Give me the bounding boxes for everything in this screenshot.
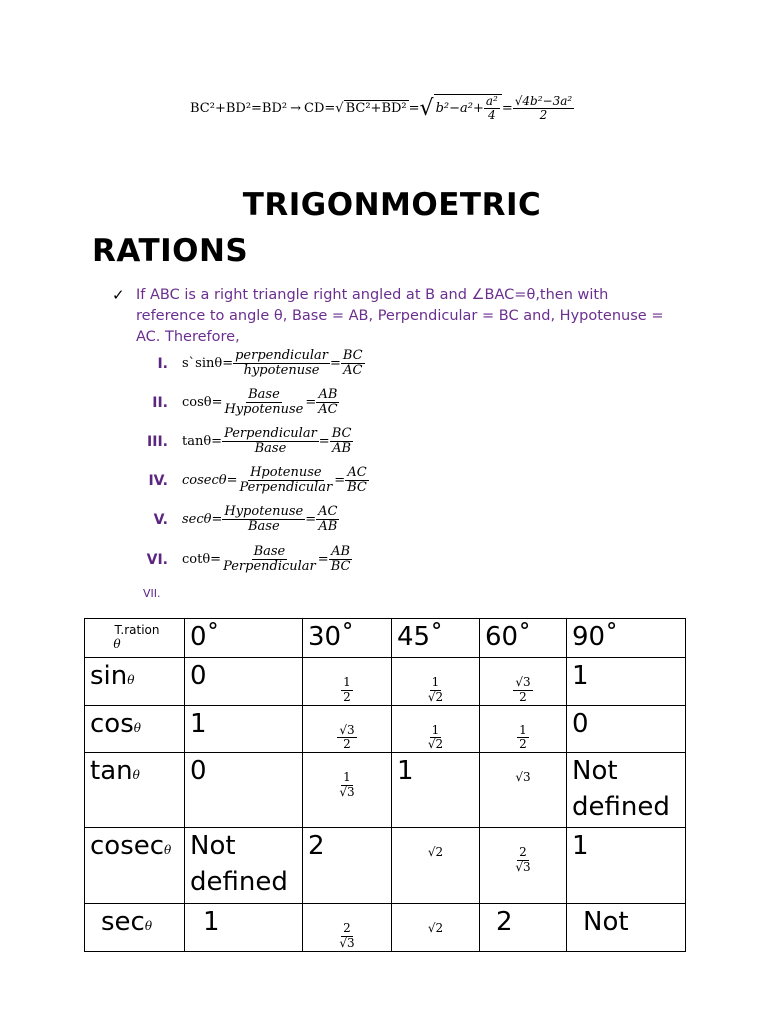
ratio-f1-num: perpendicular: [235, 348, 328, 363]
row-label: [85, 904, 185, 952]
arrow-symbol: →: [290, 100, 302, 116]
ratio-number-vii: VII.: [143, 587, 161, 600]
theta-sub: θ: [127, 673, 135, 687]
ratio-number: IV.: [148, 472, 168, 489]
cell-value: √2: [427, 921, 444, 936]
ratio-item: III. tanθ= $\frac{\text{Perpendicular}}{\text{Base}}$ = $\frac{BC}{AB}$: [130, 427, 353, 457]
ratio-f2-den: AB: [318, 519, 338, 535]
cell-value: √2: [427, 845, 444, 860]
table-cell: [480, 753, 567, 828]
ratio-f1-num: Hpotenuse: [250, 465, 322, 480]
table-cell: $\frac{1}{2}$: [480, 705, 567, 753]
cell-value: √3: [515, 770, 531, 785]
row-label: [85, 828, 185, 904]
row-label-text: cos: [90, 708, 134, 739]
header-cell: 30˚: [303, 619, 392, 658]
ratio-f2-num: AC: [347, 465, 367, 480]
ratio-f1-den: hypotenuse: [243, 363, 320, 379]
table-cell: 1: [567, 658, 686, 706]
table-cell: 0: [185, 658, 303, 706]
row-label-text: cosec: [90, 831, 165, 862]
table-cell: $\frac{1}{√2}$: [392, 658, 480, 706]
ratio-f1-den: Perpendicular: [239, 480, 333, 496]
ratio-f2-den: AC: [318, 402, 338, 418]
table-cell: $\frac{2}{√3}$: [303, 904, 392, 952]
header-cell: 0˚: [185, 619, 303, 658]
formula-root2-a: b²−a²+: [435, 101, 484, 117]
ratio-f2-den: BC: [330, 559, 351, 575]
table-cell: 0: [567, 705, 686, 753]
theta-sub: θ: [132, 768, 140, 783]
theta-sub: θ: [133, 720, 141, 735]
ratio-f2-den: AB: [332, 441, 352, 457]
ratio-item: II. cosθ= $\frac{\text{Base}}{\text{Hypotenuse}}$ = $\frac{AB}{AC}$: [130, 388, 340, 418]
formula-final-den: 2: [539, 107, 548, 122]
ratio-f2-num: AB: [331, 544, 351, 559]
theta-sub: θ: [144, 919, 153, 934]
table-row: [85, 705, 686, 753]
ratio-item: VI. cotθ= $\frac{\text{Base}}{\text{Perpendicular}}$ = $\frac{AB}{BC}$: [130, 545, 352, 575]
formula-root1: BC²+BD²: [345, 101, 407, 117]
ratio-lhs: cosθ=: [182, 395, 223, 411]
row-label: [85, 753, 185, 828]
table-cell: [392, 904, 480, 952]
sqrt-symbol: √: [335, 100, 344, 116]
intro-paragraph: [112, 285, 682, 348]
header-cell: 60˚: [480, 619, 567, 658]
ratio-f1-num: Hypotenuse: [224, 504, 304, 519]
row-label-text: sec: [101, 907, 145, 938]
table-cell: 1: [392, 753, 480, 828]
ratio-lhs: s`sinθ=: [182, 356, 234, 372]
header-cell: 90˚: [567, 619, 686, 658]
table-cell: $\frac{√3}{2}$: [303, 705, 392, 753]
ratio-f2-den: BC: [347, 480, 367, 496]
corner-label: T.ration: [114, 623, 160, 637]
ratio-f1-den: Base: [254, 441, 287, 457]
ratio-f1-num: Base: [248, 387, 280, 402]
table-cell: 2: [303, 828, 392, 904]
table-row: [85, 828, 686, 904]
table-cell: 1: [185, 705, 303, 753]
ratio-number: III.: [147, 433, 168, 450]
ratio-item: I. s`sinθ= $\frac{\text{perpendicular}}{\text{hypotenuse}}$ = $\frac{BC}{AC}$: [130, 349, 365, 379]
page-title: [92, 182, 692, 274]
ratio-item: V. secθ= $\frac{\text{Hypotenuse}}{\text{Base}}$ = $\frac{AC}{AB}$: [130, 505, 339, 535]
ratio-f2-num: AB: [318, 387, 338, 402]
theta-label: θ: [113, 637, 121, 651]
ratio-f2-num: BC: [331, 426, 352, 441]
ratio-lhs: secθ=: [182, 512, 223, 528]
table-cell: Not: [567, 904, 686, 952]
ratio-f1-den: Perpendicular: [223, 559, 316, 575]
ratio-f1-den: Base: [247, 519, 280, 535]
theta-sub: θ: [164, 843, 172, 858]
row-label: [85, 658, 185, 706]
top-formula: [190, 94, 574, 122]
trig-ratio-table: [84, 618, 686, 952]
row-label: [85, 705, 185, 753]
table-cell: $\frac{1}{2}$: [303, 658, 392, 706]
ratio-number: II.: [152, 394, 168, 411]
formula-root2-num: a²: [485, 94, 498, 108]
table-cell: $\frac{1}{√3}$: [303, 753, 392, 828]
ratio-lhs: cotθ=: [182, 552, 222, 568]
ratio-f1-num: Base: [253, 544, 286, 559]
ratio-f2-num: BC: [342, 348, 363, 363]
table-row: [85, 904, 686, 952]
checkmark-icon: ✓: [112, 286, 125, 304]
table-row: [85, 658, 686, 706]
ratio-number: V.: [153, 511, 168, 528]
table-row: [85, 753, 686, 828]
table-cell: Not defined: [185, 828, 303, 904]
formula-final-num: √4b²−3a²: [514, 93, 573, 108]
row-label-text: sin: [90, 661, 128, 691]
table-cell: $\frac{2}{√3}$: [480, 828, 567, 904]
table-cell: $\frac{1}{√2}$: [392, 705, 480, 753]
ratio-f1-den: Hypotenuse: [224, 402, 304, 418]
table-cell: 1: [567, 828, 686, 904]
row-label-text: tan: [90, 756, 133, 787]
table-cell: Not defined: [567, 753, 686, 828]
header-cell: 45˚: [392, 619, 480, 658]
ratio-f2-den: AC: [343, 363, 363, 379]
ratio-f2-num: AC: [318, 504, 338, 519]
table-cell: 0: [185, 753, 303, 828]
table-cell: $\frac{√3}{2}$: [480, 658, 567, 706]
title-line1: TRIGONMOETRIC: [242, 187, 542, 223]
formula-eq2: =: [501, 100, 513, 116]
ratio-item: IV. cosecθ= $\frac{\text{Hpotenuse}}{\text{Perpendicular}}$ = $\frac{AC}{BC}$: [130, 466, 369, 496]
table-header-row: [85, 619, 686, 658]
table-cell: 2: [480, 904, 567, 952]
formula-part1: BC²+BD²=BD²: [190, 100, 288, 116]
ratio-f1-num: Perpendicular: [224, 426, 317, 441]
formula-part2: CD=: [304, 100, 336, 116]
table-cell: [392, 828, 480, 904]
sqrt-symbol-large: √: [419, 95, 434, 121]
ratio-number: VI.: [146, 551, 168, 568]
table-cell: 1: [185, 904, 303, 952]
formula-root2-den: 4: [488, 108, 496, 123]
title-line2: RATIONS: [92, 233, 249, 269]
ratio-number: I.: [157, 355, 168, 372]
ratio-lhs: cosecθ=: [182, 473, 238, 489]
intro-text: If ABC is a right triangle right angled at B and ∠BAC=θ,then with reference to angle θ, Base = AB, Perpendicular = BC and, Hypotenuse = AC. Therefore,: [136, 287, 664, 345]
ratio-lhs: tanθ=: [182, 434, 223, 450]
table-corner-cell: [85, 619, 185, 658]
formula-eq: =: [408, 100, 420, 116]
